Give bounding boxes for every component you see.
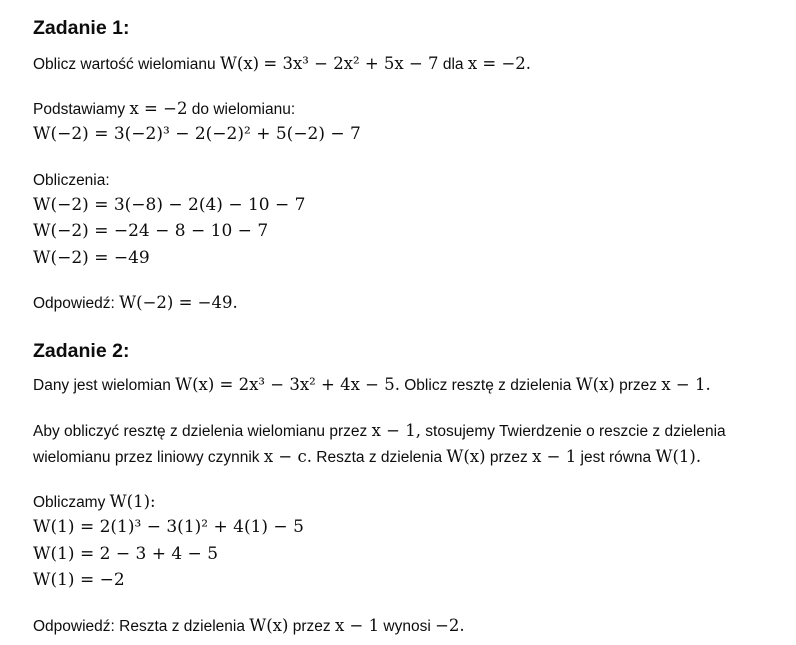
task2-heading: Zadanie 2: [33, 340, 130, 362]
task2-expl-e: przez [489, 449, 528, 466]
task1-statement-text: Oblicz wartość wielomianu [33, 56, 216, 73]
task1-statement [33, 56, 531, 73]
task2-expl-a: Aby obliczyć resztę z dzielenia wielomianu przez [33, 423, 368, 440]
task2-answer-wx: W(x) [249, 616, 289, 635]
task1-subst-suffix: do wielomianu: [191, 101, 296, 118]
task1-statement-x: x = −2. [467, 54, 532, 73]
task2-expl-wx: W(x) [446, 447, 486, 466]
task1-subst-equation: W(−2) = 3(−2)³ − 2(−2)² + 5(−2) − 7 [33, 124, 361, 144]
task2-expl-w1: W(1). [655, 447, 702, 466]
task2-answer-b: przez [292, 618, 331, 635]
task2-statement-c: przez [619, 377, 658, 394]
task2-calc-label-line [33, 494, 156, 511]
task1-calc-line: W(−2) = −24 − 8 − 10 − 7 [33, 221, 269, 241]
task2-answer-div: x − 1 [334, 616, 380, 635]
task2-statement-a: Dany jest wielomian [33, 377, 171, 394]
task2-expl-div: x − 1, [371, 421, 421, 440]
task2-expl-xc: x − c. [263, 447, 312, 466]
task2-expl-c: wielomianu przez liniowy czynnik [33, 449, 260, 466]
task1-calc-line: W(−2) = 3(−8) − 2(4) − 10 − 7 [33, 195, 306, 215]
task1-subst-prefix: Podstawiamy [33, 101, 126, 118]
task2-expl-d: Reszta z dzielenia [316, 449, 443, 466]
task2-poly: W(x) = 2x³ − 3x² + 4x − 5. [175, 375, 400, 394]
task2-statement-wx: W(x) [575, 375, 615, 394]
task2-answer [33, 618, 465, 635]
task2-statement [33, 377, 711, 394]
task2-calc-line: W(1) = 2(1)³ − 3(1)² + 4(1) − 5 [33, 517, 304, 537]
task2-calc-label: Obliczamy [33, 494, 106, 511]
task1-subst-x: x = −2 [129, 99, 188, 118]
task2-explanation-line1 [33, 423, 726, 440]
task1-answer-math: W(−2) = −49. [119, 293, 238, 312]
task2-answer-val: −2. [435, 616, 465, 635]
task1-poly: = 3x³ − 2x² + 5x − 7 [263, 54, 439, 73]
task2-statement-b: Oblicz resztę z dzielenia [404, 377, 572, 394]
task2-explanation-line2 [33, 449, 701, 466]
task1-poly-lhs: W(x) [219, 54, 260, 73]
task2-calc-line: W(1) = −2 [33, 570, 125, 590]
task1-heading: Zadanie 1: [33, 17, 130, 39]
task2-answer-a: Reszta z dzielenia [119, 618, 245, 635]
task2-expl-div2: x − 1 [532, 447, 577, 466]
task2-calc-line: W(1) = 2 − 3 + 4 − 5 [33, 544, 219, 564]
task1-substitution [33, 101, 295, 118]
task2-expl-b: stosujemy Twierdzenie o reszcie z dzielenia [425, 423, 726, 440]
task1-calc-line: W(−2) = −49 [33, 248, 150, 268]
task2-calc-w1: W(1): [109, 492, 156, 511]
task1-answer-label: Odpowiedź: [33, 295, 115, 312]
task2-expl-f: jest równa [580, 449, 652, 466]
task2-statement-div: x − 1. [661, 375, 711, 394]
task1-answer [33, 295, 238, 312]
task2-answer-c: wynosi [383, 618, 431, 635]
task1-statement-mid: dla [442, 56, 464, 73]
task1-calc-label: Obliczenia: [33, 172, 110, 189]
task2-answer-label: Odpowiedź: [33, 618, 115, 635]
